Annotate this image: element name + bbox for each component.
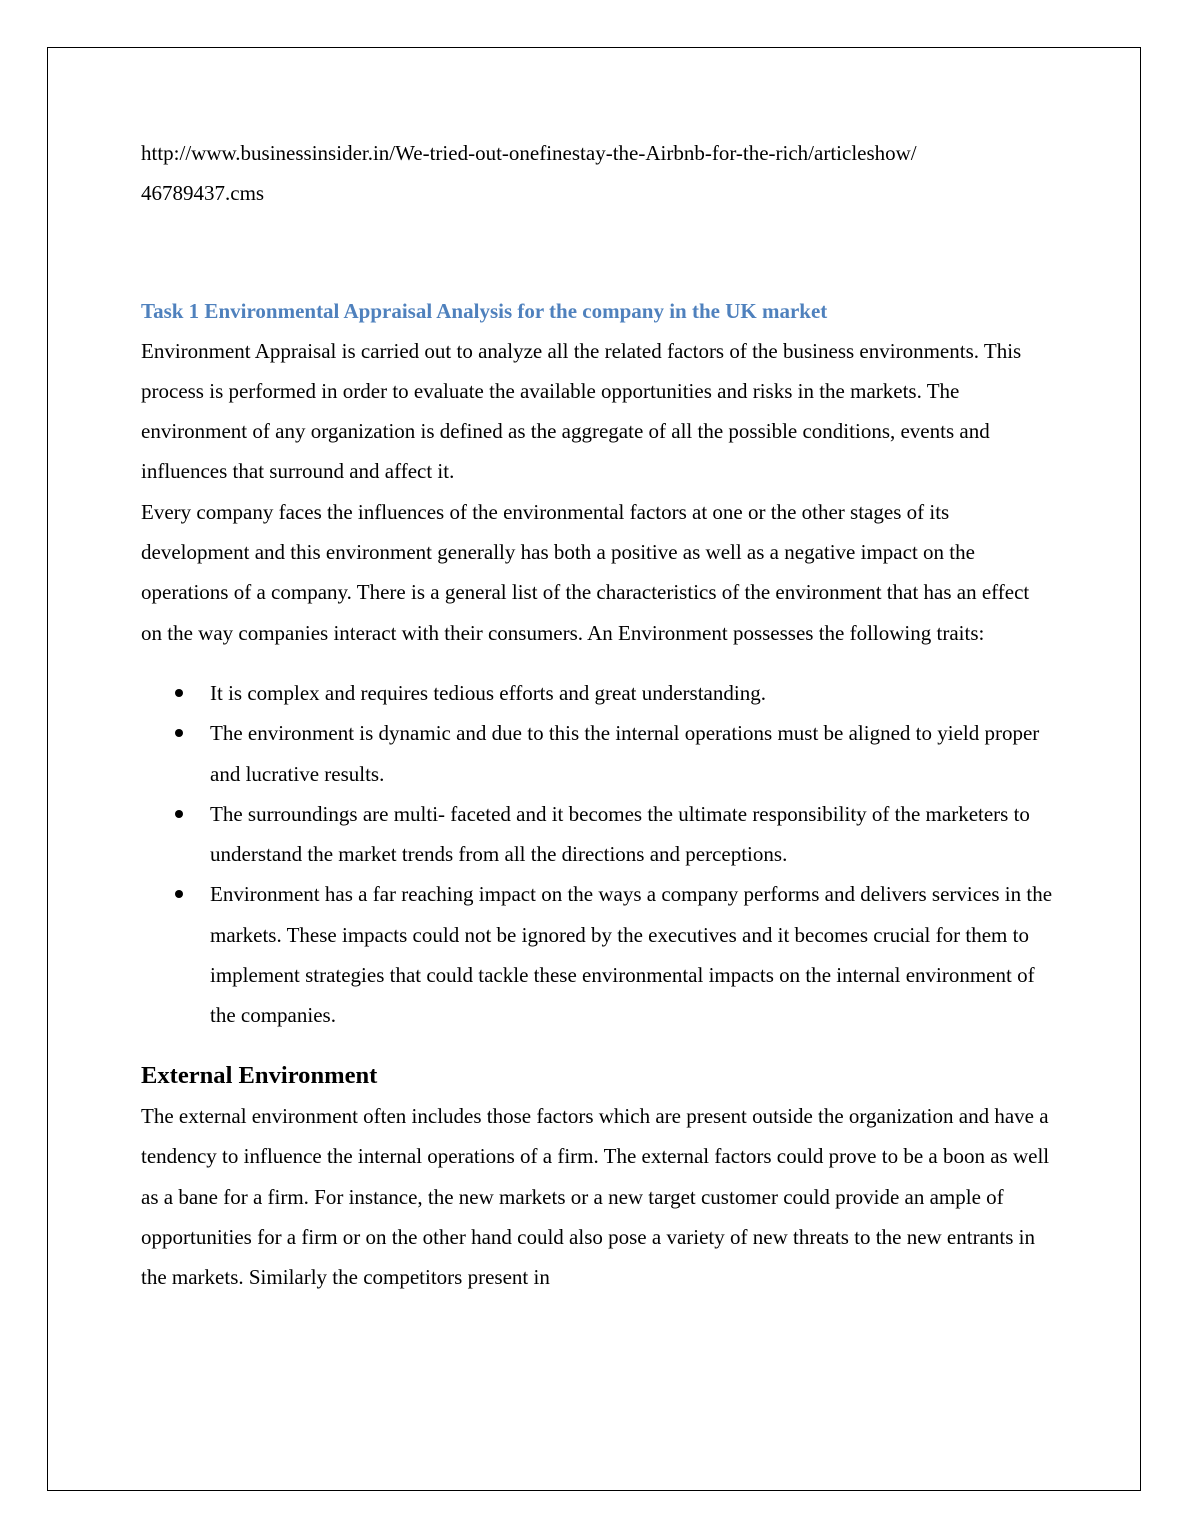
reference-url-line-2: 46789437.cms xyxy=(141,181,265,206)
bullet-icon xyxy=(175,729,183,737)
list-item-text: Environment has a far reaching impact on the ways a company performs and delivers services in the markets. These impacts could not be ignored by the executives and it becomes crucial for them to implement strategies that could tackle these environmental impacts on the internal environment of the companies. xyxy=(210,882,1053,1028)
list-item xyxy=(141,673,1053,713)
bullet-icon xyxy=(175,810,183,818)
bullet-icon xyxy=(175,689,183,697)
list-item xyxy=(141,713,1053,794)
list-item-text: The surroundings are multi- faceted and it becomes the ultimate responsibility of the marketers to understand the market trends from all the directions and perceptions. xyxy=(210,801,1030,867)
bullet-icon xyxy=(175,890,183,898)
document-body xyxy=(141,133,1053,1297)
traits-list xyxy=(141,673,1053,1036)
reference-url xyxy=(141,133,1021,214)
list-item xyxy=(141,874,1053,1035)
reference-url-line-1: http://www.businessinsider.in/We-tried-out-onefinestay-the-Airbnb-for-the-rich/articleshow/ xyxy=(141,141,917,165)
list-item xyxy=(141,794,1053,875)
paragraph-external-environment: The external environment often includes those factors which are present outside the organization and have a tendency to influence the internal operations of a firm. The external factors could prove to be a boon as well as a bane for a firm. For instance, the new markets or a new target customer could provide an ample of opportunities for a firm or on the other hand could also pose a variety of new threats to the new entrants in the markets. Similarly the competitors present in xyxy=(141,1103,1050,1290)
paragraph-environment-appraisal: Environment Appraisal is carried out to analyze all the related factors of the business environments. This process is performed in order to evaluate the available opportunities and risks in the markets. The environment of any organization is defined as the aggregate of all the possible conditions, events and influences that surround and affect it. xyxy=(141,338,1022,484)
task-heading: Task 1 Environmental Appraisal Analysis for the company in the UK market xyxy=(141,298,828,323)
list-item-text: The environment is dynamic and due to this the internal operations must be aligned to yield proper and lucrative results. xyxy=(210,721,1040,786)
list-item-text: It is complex and requires tedious efforts and great understanding. xyxy=(210,680,766,705)
external-environment-heading: External Environment xyxy=(141,1061,378,1089)
paragraph-company-influences: Every company faces the influences of the environmental factors at one or the other stages of its development and this environment generally has both a positive as well as a negative impact on the operations of a company. There is a general list of the characteristics of the environment that has an effect on the way companies interact with their consumers. An Environment possesses the following traits: xyxy=(141,499,1030,645)
